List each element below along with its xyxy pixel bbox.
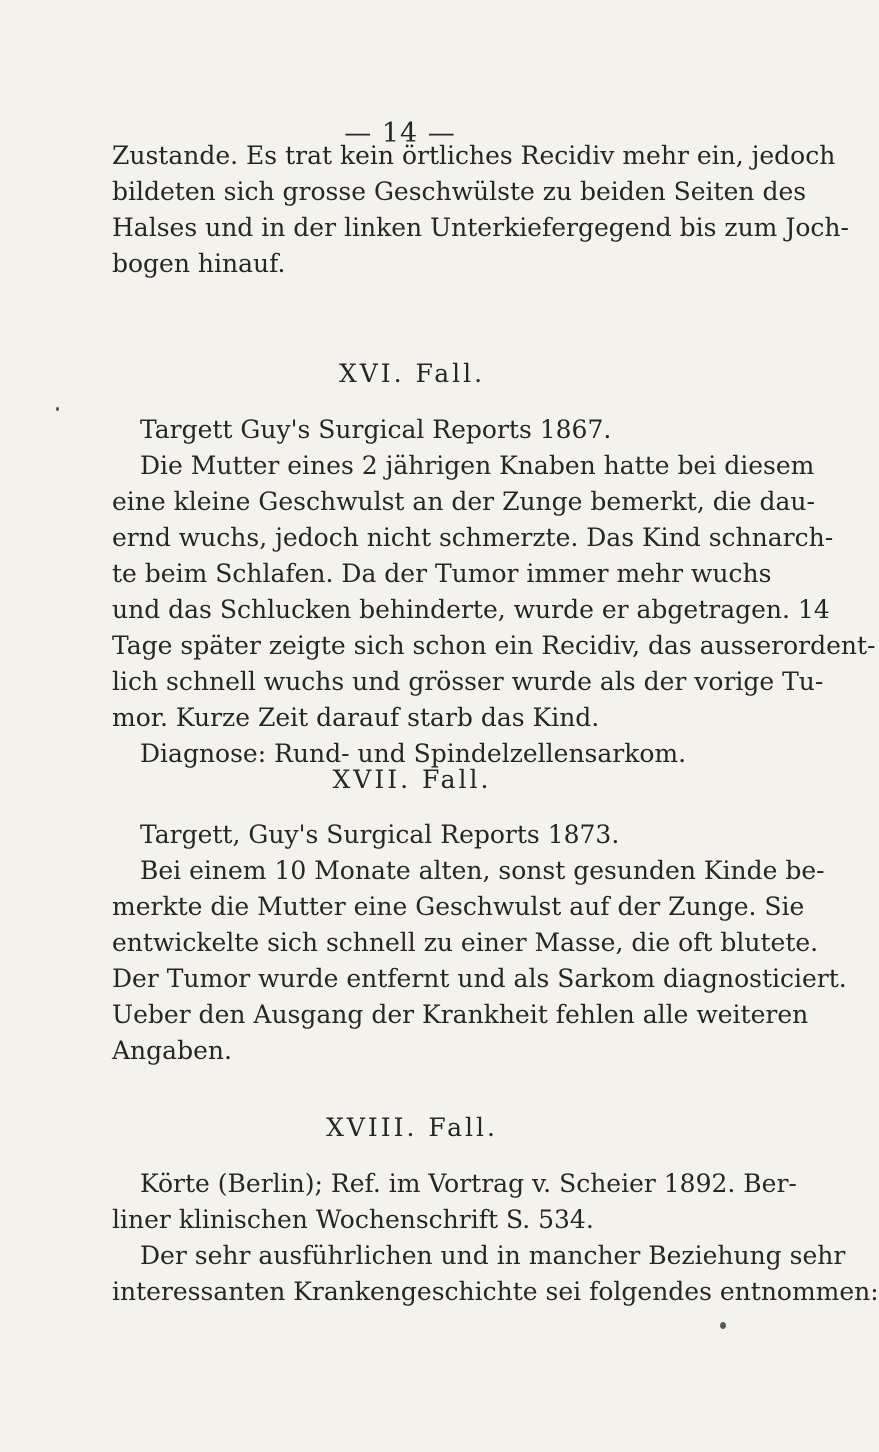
text-line: Ueber den Ausgang der Krankheit fehlen alle weiteren xyxy=(112,1000,809,1029)
fall-17-paragraph xyxy=(112,853,847,1069)
fall-16-diagnosis: Diagnose: Rund- und Spindelzellensarkom. xyxy=(140,739,687,768)
fall-18-heading: XVIII. Fall. xyxy=(326,1113,498,1142)
page-number: — 14 — xyxy=(344,118,456,149)
intro-paragraph xyxy=(112,138,849,282)
text-line: Die Mutter eines 2 jährigen Knaben hatte bei diesem xyxy=(140,451,815,480)
text-line: ernd wuchs, jedoch nicht schmerzte. Das Kind schnarch- xyxy=(112,523,834,552)
text-line: interessanten Krankengeschichte sei folgendes entnommen: xyxy=(112,1277,879,1306)
text-line: Bei einem 10 Monate alten, sonst gesunden Kinde be- xyxy=(140,856,825,885)
fall-16-heading: XVI. Fall. xyxy=(338,359,486,388)
text-line: bogen hinauf. xyxy=(112,249,286,278)
text-line: eine kleine Geschwulst an der Zunge bemerkt, die dau- xyxy=(112,487,815,516)
fall-18-paragraph xyxy=(112,1238,879,1310)
fall-16-paragraph xyxy=(112,448,876,772)
text-line: lich schnell wuchs und grösser wurde als der vorige Tu- xyxy=(112,667,824,696)
fall-18-reference xyxy=(112,1166,797,1238)
text-line: Halses und in der linken Unterkiefergegend bis zum Joch- xyxy=(112,213,849,242)
text-line: merkte die Mutter eine Geschwulst auf der Zunge. Sie xyxy=(112,892,805,921)
text-line: mor. Kurze Zeit darauf starb das Kind. xyxy=(112,703,600,732)
text-line: und das Schlucken behinderte, wurde er abgetragen. 14 xyxy=(112,595,830,624)
text-line: Tage später zeigte sich schon ein Recidiv, das ausserordent- xyxy=(112,631,876,660)
fall-17-section xyxy=(112,817,712,853)
text-line: Der sehr ausführlichen und in mancher Beziehung sehr xyxy=(140,1241,846,1270)
text-line: te beim Schlafen. Da der Tumor immer mehr wuchs xyxy=(112,559,772,588)
text-line: entwickelte sich schnell zu einer Masse, die oft blutete. xyxy=(112,928,819,957)
fall-16-section xyxy=(112,412,712,448)
text-line: Körte (Berlin); Ref. im Vortrag v. Scheier 1892. Ber- xyxy=(140,1169,797,1198)
text-line: Zustande. Es trat kein örtliches Recidiv mehr ein, jedoch xyxy=(112,141,836,170)
text-line: Angaben. xyxy=(112,1036,232,1065)
text-line: bildeten sich grosse Geschwülste zu beiden Seiten des xyxy=(112,177,807,206)
text-line: Der Tumor wurde entfernt und als Sarkom diagnosticiert. xyxy=(112,964,847,993)
text-line: liner klinischen Wochenschrift S. 534. xyxy=(112,1205,594,1234)
fall-17-heading: XVII. Fall. xyxy=(332,765,492,794)
ink-speck xyxy=(56,407,59,411)
fall-16-reference: Targett Guy's Surgical Reports 1867. xyxy=(140,415,612,444)
fall-17-reference: Targett, Guy's Surgical Reports 1873. xyxy=(140,820,620,849)
ink-speck xyxy=(720,1322,726,1329)
